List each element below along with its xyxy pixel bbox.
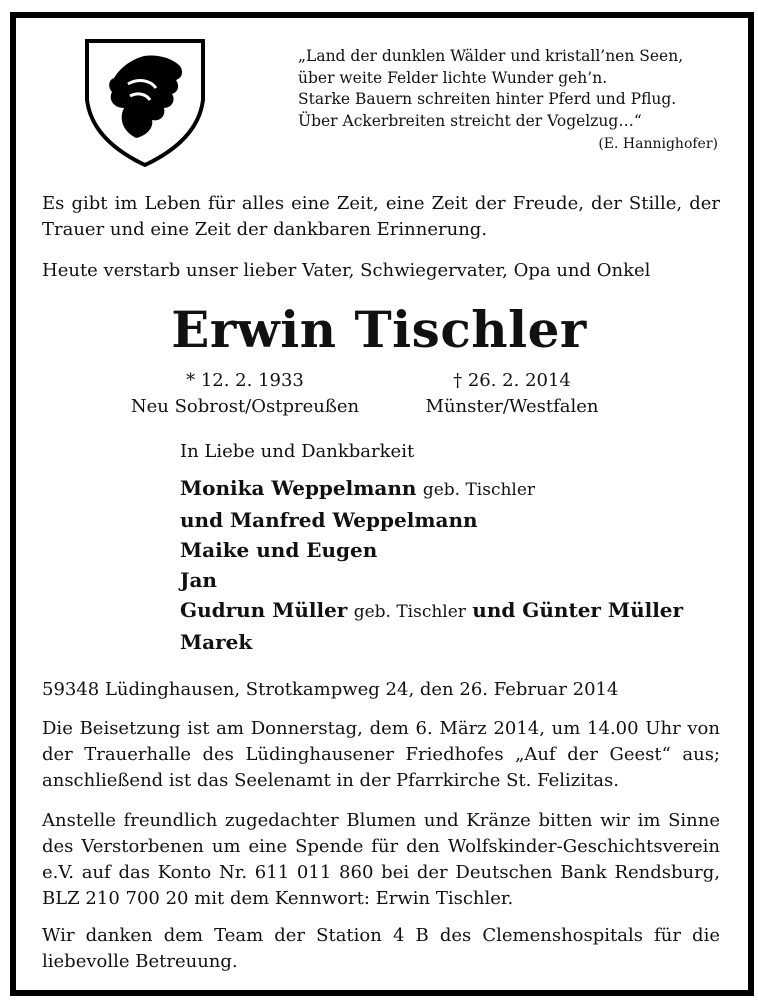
poem-line: über weite Felder lichte Wunder geh’n. [298, 68, 608, 87]
address-line: 59348 Lüdinghausen, Strotkampweg 24, den 26. Februar 2014 [42, 679, 619, 700]
family-member: und Manfred Weppelmann [180, 508, 478, 532]
poem [298, 46, 718, 156]
poem-line: Über Ackerbreiten streicht der Vogelzug…“ [298, 111, 642, 130]
family-member: und Günter Müller [472, 598, 684, 622]
family-member: Marek [180, 630, 253, 654]
poem-line: „Land der dunklen Wälder und kristall’nen Seen, [298, 47, 684, 65]
family-member: Monika Weppelmann [180, 476, 417, 500]
death-date: † 26. 2. 2014 [453, 370, 571, 391]
thanks-text: Wir danken dem Team der Station 4 B des Clemenshospitals für die liebevolle Betreuung. [42, 925, 720, 972]
family-member: Jan [180, 568, 217, 592]
announcement-text: Heute verstarb unser lieber Vater, Schwiegervater, Opa und Onkel [42, 260, 651, 281]
poem-line: Starke Bauern schreiten hinter Pferd und Pflug. [298, 90, 677, 108]
deceased-name: Erwin Tischler [171, 300, 587, 359]
birth-info [100, 368, 390, 420]
birth-date: * 12. 2. 1933 [186, 370, 304, 391]
family-member: Maike und Eugen [180, 538, 378, 562]
family-list [180, 473, 740, 657]
death-place: Münster/Westfalen [425, 396, 599, 417]
poem-author: (E. Hannighofer) [598, 136, 718, 152]
maiden-name-note: geb. Tischler [353, 602, 466, 622]
funeral-info: Die Beisetzung ist am Donnerstag, dem 6. März 2014, um 14.00 Uhr von der Trauerhalle des Lüdinghausener Friedhofes „Auf der Geest“ aus; anschließend ist das Seelenamt in der Pfarrkirche St. Felizitas. [42, 718, 720, 791]
family-intro: In Liebe und Dankbarkeit [180, 441, 415, 462]
maiden-name-note: geb. Tischler [422, 480, 536, 500]
intro-text: Es gibt im Leben für alles eine Zeit, eine Zeit der Freude, der Stille, der Trauer und eine Zeit der dankbaren Erinnerung. [42, 193, 720, 240]
donation-info: Anstelle freundlich zugedachter Blumen und Kränze bitten wir im Sinne des Verstorbenen um eine Spende für den Wolfskinder-Geschichtsverein e.V. auf das Konto Nr. 611 011 860 bei der Deutschen Bank Rendsburg, BLZ 210 700 20 mit dem Kennwort: Erwin Tischler. [42, 810, 720, 909]
birth-place: Neu Sobrost/Ostpreußen [130, 396, 360, 417]
death-info [398, 368, 626, 420]
family-member: Gudrun Müller [180, 598, 348, 622]
eagle-wing-crest-icon [84, 38, 206, 168]
